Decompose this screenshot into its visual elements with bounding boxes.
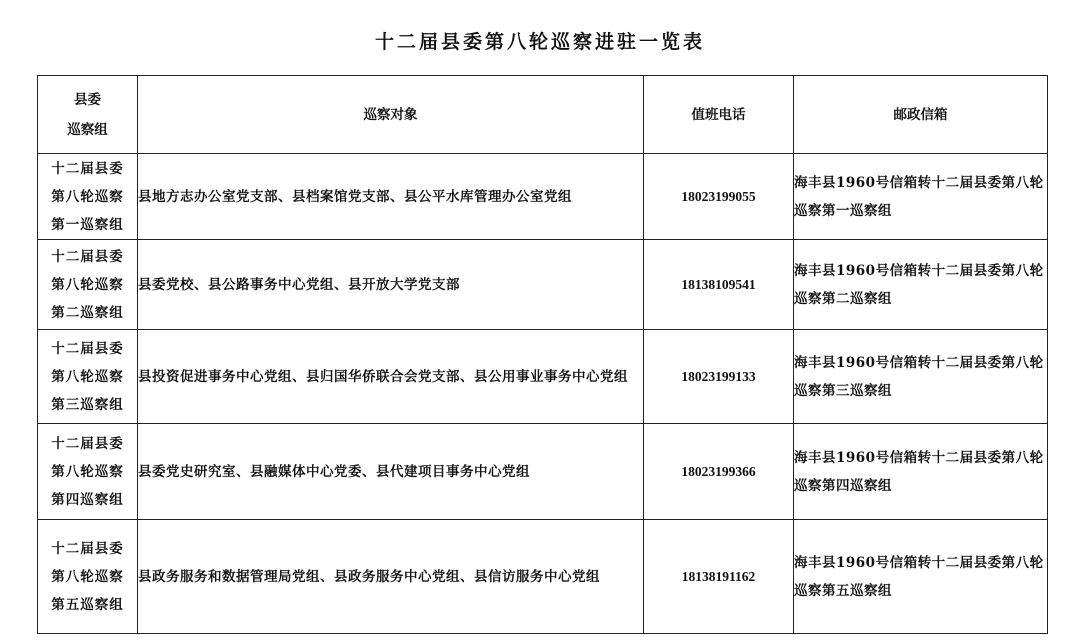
group-line: 十二届县委 xyxy=(51,340,124,357)
group-cell xyxy=(38,520,138,634)
target-cell: 县政务服务和数据管理局党组、县政务服务中心党组、县信访服务中心党组 xyxy=(138,520,644,634)
table-row xyxy=(38,330,1048,424)
group-line: 第二巡察组 xyxy=(51,304,124,321)
header-mailbox: 邮政信箱 xyxy=(794,76,1048,154)
group-line: 第八轮巡察 xyxy=(51,276,124,293)
header-group xyxy=(38,76,138,154)
group-line: 第八轮巡察 xyxy=(51,568,124,585)
phone-cell: 18023199133 xyxy=(644,330,794,424)
target-cell: 县委党史研究室、县融媒体中心党委、县代建项目事务中心党组 xyxy=(138,424,644,520)
mailbox-cell: 海丰县1960号信箱转十二届县委第八轮巡察第一巡察组 xyxy=(794,154,1048,240)
target-cell: 县委党校、县公路事务中心党组、县开放大学党支部 xyxy=(138,240,644,330)
mailbox-cell: 海丰县1960号信箱转十二届县委第八轮巡察第五巡察组 xyxy=(794,520,1048,634)
phone-cell: 18023199055 xyxy=(644,154,794,240)
group-line: 第八轮巡察 xyxy=(51,463,124,480)
inspection-table xyxy=(37,75,1048,634)
group-line: 第八轮巡察 xyxy=(51,188,124,205)
header-phone: 值班电话 xyxy=(644,76,794,154)
group-cell xyxy=(38,154,138,240)
phone-cell: 18023199366 xyxy=(644,424,794,520)
group-cell xyxy=(38,424,138,520)
group-line: 第五巡察组 xyxy=(51,596,124,613)
phone-cell: 18138191162 xyxy=(644,520,794,634)
table-row xyxy=(38,424,1048,520)
group-line: 第三巡察组 xyxy=(51,396,124,413)
group-line: 第四巡察组 xyxy=(51,491,124,508)
mailbox-cell: 海丰县1960号信箱转十二届县委第八轮巡察第二巡察组 xyxy=(794,240,1048,330)
target-cell: 县投资促进事务中心党组、县归国华侨联合会党支部、县公用事业事务中心党组 xyxy=(138,330,644,424)
mailbox-cell: 海丰县1960号信箱转十二届县委第八轮巡察第四巡察组 xyxy=(794,424,1048,520)
header-group-line1: 县委 xyxy=(74,91,101,108)
group-line: 第八轮巡察 xyxy=(51,368,124,385)
group-cell xyxy=(38,240,138,330)
target-cell: 县地方志办公室党支部、县档案馆党支部、县公平水库管理办公室党组 xyxy=(138,154,644,240)
phone-cell: 18138109541 xyxy=(644,240,794,330)
group-line: 十二届县委 xyxy=(51,540,124,557)
table-row xyxy=(38,240,1048,330)
table-header-row xyxy=(38,76,1048,154)
mailbox-cell: 海丰县1960号信箱转十二届县委第八轮巡察第三巡察组 xyxy=(794,330,1048,424)
group-line: 十二届县委 xyxy=(51,160,124,177)
group-line: 十二届县委 xyxy=(51,248,124,265)
table-row xyxy=(38,520,1048,634)
group-cell xyxy=(38,330,138,424)
table-row xyxy=(38,154,1048,240)
group-line: 十二届县委 xyxy=(51,435,124,452)
page-title: 十二届县委第八轮巡察进驻一览表 xyxy=(374,31,705,53)
group-line: 第一巡察组 xyxy=(51,216,124,233)
header-target: 巡察对象 xyxy=(138,76,644,154)
header-group-line2: 巡察组 xyxy=(67,121,108,138)
